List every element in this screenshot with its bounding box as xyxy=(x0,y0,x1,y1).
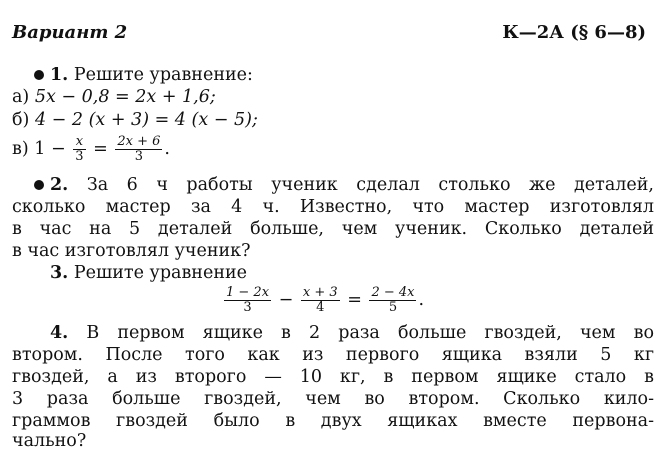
bullet-icon xyxy=(34,180,44,190)
task4-line3: гвоздей, а из второго — 10 кг, в первом ящике стало в xyxy=(12,367,654,387)
task1-a-label: а) xyxy=(12,87,30,107)
fraction xyxy=(301,286,340,315)
fraction xyxy=(73,135,85,164)
task4-line2: втором. После того как из первого ящика взяли 5 кг xyxy=(12,345,654,365)
fraction xyxy=(115,135,162,164)
fraction-denominator: 3 xyxy=(243,300,252,315)
variant-title: Вариант 2 xyxy=(12,22,128,43)
task3-heading xyxy=(50,262,247,284)
fraction-numerator: 1 − 2x xyxy=(226,285,270,300)
task4-line5: граммов гвоздей было в двух ящиках вместе первона- xyxy=(12,411,654,431)
period: . xyxy=(164,139,170,159)
fraction xyxy=(369,286,416,315)
equals-sign: = xyxy=(347,290,362,310)
task1-b xyxy=(12,109,258,131)
task3-title: Решите уравнение xyxy=(73,263,248,283)
task4-line6: чально? xyxy=(12,431,87,451)
task2-line2: сколько мастер за 4 ч. Известно, что мастер изготовлял xyxy=(12,197,654,217)
fraction-denominator: 3 xyxy=(134,149,143,164)
task4-text: В первом ящике в 2 раза больше гвоздей, чем во xyxy=(86,323,654,343)
task1-a-equation: 5x − 0,8 = 2x + 1,6; xyxy=(34,87,216,107)
bullet-icon xyxy=(34,70,44,80)
fraction-numerator: 2x + 6 xyxy=(117,134,161,149)
task2-text: За 6 ч работы ученик сделал столько же деталей, xyxy=(86,175,654,195)
period: . xyxy=(418,290,425,310)
task1-c-lhs: 1 − xyxy=(34,139,66,159)
task4-number: 4. xyxy=(50,323,69,343)
task2-line3: в час на 5 деталей больше, чем ученик. Сколько деталей xyxy=(12,219,654,239)
fraction-numerator: x + 3 xyxy=(302,285,338,300)
equals-sign: = xyxy=(93,139,108,159)
fraction-numerator: x xyxy=(73,135,85,150)
fraction xyxy=(224,286,271,315)
test-code: К—2А (§ 6—8) xyxy=(502,22,646,43)
task1-title: Решите уравнение: xyxy=(73,65,253,85)
task2-line1 xyxy=(12,174,654,196)
task1-a xyxy=(12,86,216,108)
task1-b-label: б) xyxy=(12,110,30,130)
task3-equation xyxy=(222,283,424,317)
minus-sign: − xyxy=(278,290,294,310)
fraction-denominator: 5 xyxy=(388,300,398,315)
task2-line4: в час изготовлял ученик? xyxy=(12,241,251,261)
task1-c-label: в) xyxy=(12,139,29,159)
task1-b-equation: 4 − 2 (x + 3) = 4 (x − 5); xyxy=(34,110,258,130)
task4-line1 xyxy=(12,322,654,344)
task2-number: 2. xyxy=(50,175,69,195)
fraction-numerator: 2 − 4x xyxy=(371,285,415,300)
fraction-denominator: 3 xyxy=(75,149,84,164)
task4-line4: 3 раза больше гвоздей, чем во втором. Сколько кило- xyxy=(12,389,654,409)
task1-c xyxy=(12,133,170,165)
task1-number: 1. xyxy=(50,65,69,85)
fraction-denominator: 4 xyxy=(316,300,325,315)
task3-number: 3. xyxy=(50,263,69,283)
task1-heading xyxy=(12,64,253,86)
